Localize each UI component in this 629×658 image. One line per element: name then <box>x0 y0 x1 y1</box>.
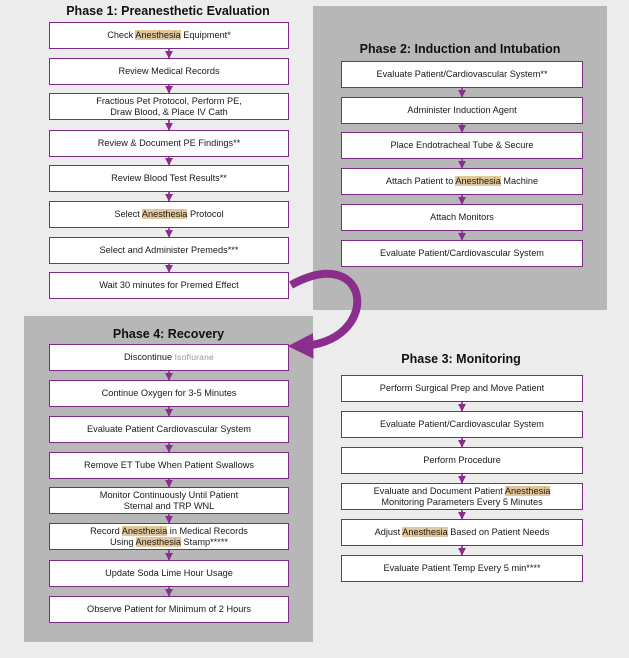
phase3-step-2-text <box>380 419 544 430</box>
step-text-fragment: Attach Patient to <box>385 176 456 186</box>
step-text-fragment: Observe Patient for Minimum of 2 Hours <box>87 604 251 614</box>
phase2-step-6-text <box>380 248 544 259</box>
step-text-fragment: Check <box>107 30 136 40</box>
step-text-fragment: Draw Blood, & Place IV Cath <box>110 106 228 117</box>
phase3-step-5 <box>341 519 583 546</box>
phase3-step-3-text <box>423 455 501 466</box>
phase1-step-4-text <box>98 138 240 149</box>
faded-term: Isoflurane <box>174 352 214 362</box>
phase4-step-4-text <box>84 460 254 471</box>
phase2-step-3-text <box>390 140 533 151</box>
step-text-fragment: Administer Induction Agent <box>407 105 517 115</box>
phase3-step-1 <box>341 375 583 402</box>
step-text-fragment: Evaluate Patient Cardiovascular System <box>87 424 251 434</box>
step-text-fragment: Evaluate Patient/Cardiovascular System <box>380 248 544 258</box>
phase3-step-5-text <box>375 527 550 538</box>
step-text-fragment: Remove ET Tube When Patient Swallows <box>84 460 254 470</box>
step-text-fragment: Adjust <box>374 527 403 537</box>
step-text-fragment: Sternal and TRP WNL <box>123 500 215 511</box>
phase4-title: Phase 4: Recovery <box>112 327 225 341</box>
highlighted-term: Anesthesia <box>504 485 551 496</box>
phase1-step-1 <box>49 22 289 49</box>
phase3-step-6-text <box>383 563 540 574</box>
phase1-step-4 <box>49 130 289 157</box>
phase1-title: Phase 1: Preanesthetic Evaluation <box>66 4 270 18</box>
phase1-step-8-text <box>99 280 238 291</box>
step-text-fragment: Monitor Continuously Until Patient <box>99 489 239 500</box>
highlighted-term: Anesthesia <box>135 536 181 547</box>
phase3-step-1-text <box>380 383 544 394</box>
phase3-step-3 <box>341 447 583 474</box>
step-text-fragment: Wait 30 minutes for Premed Effect <box>99 280 239 290</box>
step-text-fragment: Select and Administer Premeds*** <box>99 245 239 255</box>
phase4-step-8 <box>49 596 289 623</box>
highlighted-term: Anesthesia <box>135 30 181 40</box>
phase1-step-8 <box>49 272 289 299</box>
phase4-step-7-text <box>105 568 233 579</box>
step-text-fragment: Evaluate Patient/Cardiovascular System** <box>376 69 548 79</box>
step-text-fragment: Review Blood Test Results** <box>111 173 227 183</box>
step-text-fragment: Update Soda Lime Hour Usage <box>105 568 233 578</box>
step-text-fragment: Review & Document PE Findings** <box>97 138 241 148</box>
step-text-fragment: Based on Patient Needs <box>447 527 550 537</box>
step-text-fragment: Attach Monitors <box>430 212 494 222</box>
step-text-fragment: Place Endotracheal Tube & Secure <box>390 140 534 150</box>
phase1-step-2-text <box>118 66 219 77</box>
phase3-step-2 <box>341 411 583 438</box>
step-text-fragment: Monitoring Parameters Every 5 Minutes <box>381 496 543 507</box>
phase1-step-7 <box>49 237 289 264</box>
phase2-step-5-text <box>430 212 494 223</box>
step-text-fragment: Evaluate Patient/Cardiovascular System <box>380 419 544 429</box>
phase2-step-2-text <box>407 105 516 116</box>
phase4-step-3 <box>49 416 289 443</box>
step-text-fragment: Using <box>109 536 136 547</box>
phase2-step-2 <box>341 97 583 124</box>
phase2-step-4-text <box>386 176 538 187</box>
step-text-fragment: Evaluate and Document Patient <box>373 485 505 496</box>
step-text-fragment: Protocol <box>187 209 224 219</box>
phase1-step-1-text <box>107 30 231 41</box>
phase2-step-1 <box>341 61 583 88</box>
phase3-step-4 <box>341 483 583 510</box>
phase4-step-8-text <box>87 604 251 615</box>
phase1-step-6-text <box>114 209 223 220</box>
highlighted-term: Anesthesia <box>141 209 188 219</box>
highlighted-term: Anesthesia <box>402 527 448 537</box>
step-text-fragment: Review Medical Records <box>118 66 220 76</box>
phase3-step-6 <box>341 555 583 582</box>
phase1-step-5 <box>49 165 289 192</box>
highlighted-term: Anesthesia <box>121 525 168 536</box>
step-text-fragment: Record <box>90 525 122 536</box>
step-text-fragment: Machine <box>500 176 539 186</box>
step-text-fragment: Perform Surgical Prep and Move Patient <box>379 383 545 393</box>
phase4-step-3-text <box>87 424 251 435</box>
phase2-step-4 <box>341 168 583 195</box>
phase4-step-6-text <box>90 526 248 548</box>
phase1-step-5-text <box>111 173 227 184</box>
phase3-title: Phase 3: Monitoring <box>401 352 521 366</box>
step-text-fragment: Discontinue <box>124 352 175 362</box>
phase1-step-3-text <box>96 96 242 118</box>
phase1-step-2 <box>49 58 289 85</box>
phase3-step-4-text <box>374 486 551 508</box>
step-text-fragment: Stamp***** <box>181 536 228 547</box>
phase1-step-7-text <box>100 245 239 256</box>
phase4-step-1-text <box>124 352 214 363</box>
phase4-step-2 <box>49 380 289 407</box>
phase2-step-1-text <box>376 69 547 80</box>
phase1-step-3 <box>49 93 289 120</box>
phase2-title: Phase 2: Induction and Intubation <box>359 42 561 56</box>
phase4-step-1 <box>49 344 289 371</box>
step-text-fragment: in Medical Records <box>167 525 248 536</box>
phase4-step-2-text <box>102 388 237 399</box>
step-text-fragment: Select <box>114 209 142 219</box>
phase2-step-5 <box>341 204 583 231</box>
step-text-fragment: Fractious Pet Protocol, Perform PE, <box>96 95 242 106</box>
phase4-step-6 <box>49 523 289 550</box>
step-text-fragment: Evaluate Patient Temp Every 5 min**** <box>383 563 541 573</box>
phase4-step-5 <box>49 487 289 514</box>
step-text-fragment: Equipment* <box>180 30 231 40</box>
phase4-step-4 <box>49 452 289 479</box>
step-text-fragment: Continue Oxygen for 3-5 Minutes <box>101 388 237 398</box>
step-text-fragment: Perform Procedure <box>423 455 501 465</box>
phase4-step-5-text <box>100 490 238 512</box>
highlighted-term: Anesthesia <box>455 176 501 186</box>
phase1-step-6 <box>49 201 289 228</box>
phase4-step-7 <box>49 560 289 587</box>
phase2-step-6 <box>341 240 583 267</box>
phase2-step-3 <box>341 132 583 159</box>
